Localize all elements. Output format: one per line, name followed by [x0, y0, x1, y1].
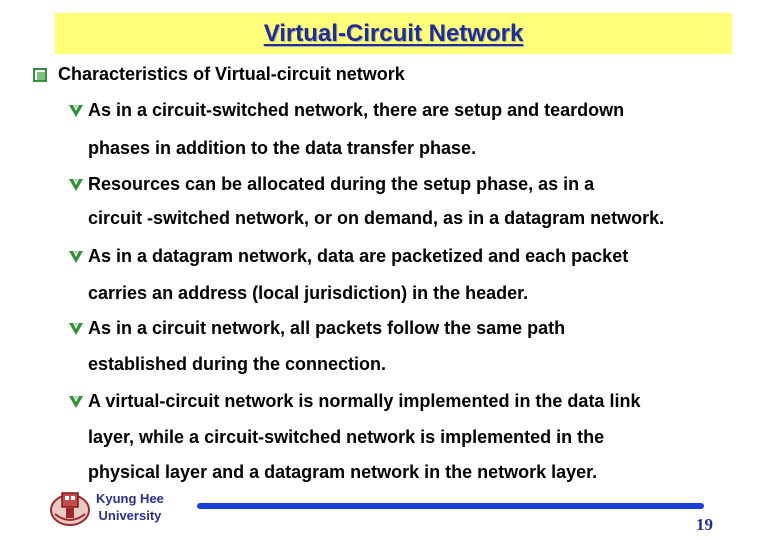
bullet-item: [67, 391, 640, 412]
diamond-check-bullet-icon: [67, 392, 85, 410]
bullet-line: A virtual-circuit network is normally implemented in the data link: [88, 391, 641, 411]
slide-title: Virtual-Circuit Network: [263, 19, 524, 47]
bullet-item: [67, 246, 628, 267]
bullet-continuation: carries an address (local jurisdiction) in the header.: [88, 283, 529, 303]
bullet-continuation: established during the connection.: [88, 354, 387, 374]
bullet-continuation: layer, while a circuit-switched network is implemented in the: [88, 427, 605, 447]
institution-line: University: [98, 508, 162, 523]
page-number: 19: [696, 515, 713, 534]
bullet-continuation: physical layer and a datagram network in the network layer.: [88, 462, 598, 482]
bullet-line: As in a circuit network, all packets follow the same path: [88, 318, 566, 338]
bullet-line: As in a datagram network, data are packetized and each packet: [88, 246, 629, 266]
bullet-line: As in a circuit-switched network, there are setup and teardown: [88, 100, 625, 120]
bullet-continuation: circuit -switched network, or on demand, as in a datagram network.: [88, 208, 665, 228]
diamond-check-bullet-icon: [67, 319, 85, 337]
institution-name: [96, 490, 164, 524]
heading-text: Characteristics of Virtual-circuit network: [58, 64, 405, 84]
bullet-item: [67, 100, 624, 121]
diamond-check-bullet-icon: [67, 247, 85, 265]
footer-divider: [197, 503, 704, 509]
checkbox-square-icon: [33, 68, 47, 82]
diamond-check-bullet-icon: [67, 175, 85, 193]
diamond-check-bullet-icon: [67, 101, 85, 119]
bullet-continuation: phases in addition to the data transfer phase.: [88, 138, 477, 158]
bullet-item: [67, 174, 594, 195]
university-logo-icon: [49, 488, 91, 528]
bullet-line: Resources can be allocated during the setup phase, as in a: [88, 174, 595, 194]
bullet-item: [67, 318, 565, 339]
title-bar: [55, 13, 732, 54]
institution-line: Kyung Hee: [96, 491, 164, 506]
heading-item: [33, 64, 405, 85]
